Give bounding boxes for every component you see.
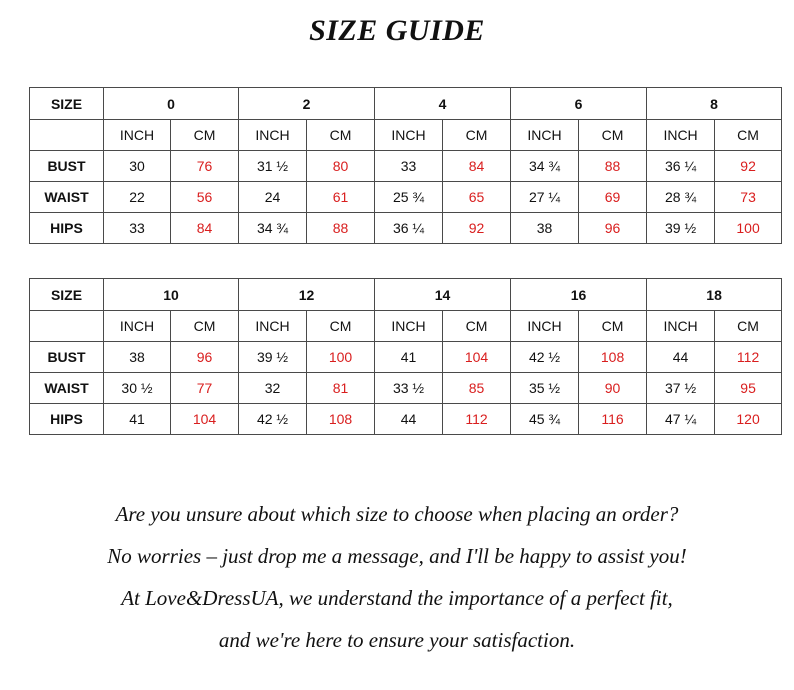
measurement-label: BUST xyxy=(30,151,104,182)
table-row xyxy=(30,404,782,435)
inch-value: 37 ½ xyxy=(647,373,715,404)
message-line: and we're here to ensure your satisfaction. xyxy=(218,628,576,652)
cm-value: 85 xyxy=(443,373,511,404)
size-heading: 8 xyxy=(647,88,782,120)
unit-inch: INCH xyxy=(239,120,307,151)
size-label: SIZE xyxy=(30,279,104,311)
cm-value: 84 xyxy=(171,213,239,244)
size-table xyxy=(29,87,782,244)
cm-value: 56 xyxy=(171,182,239,213)
inch-value: 45 ¾ xyxy=(511,404,579,435)
cm-value: 112 xyxy=(715,342,782,373)
cm-value: 90 xyxy=(579,373,647,404)
cm-value: 96 xyxy=(579,213,647,244)
cm-value: 81 xyxy=(307,373,375,404)
inch-value: 44 xyxy=(647,342,715,373)
unit-row xyxy=(30,311,782,342)
cm-value: 104 xyxy=(171,404,239,435)
cm-value: 92 xyxy=(715,151,782,182)
unit-cm: CM xyxy=(443,311,511,342)
inch-value: 30 xyxy=(104,151,171,182)
inch-value: 30 ½ xyxy=(104,373,171,404)
inch-value: 39 ½ xyxy=(239,342,307,373)
size-header-row xyxy=(30,279,782,311)
cm-value: 95 xyxy=(715,373,782,404)
unit-cm: CM xyxy=(579,311,647,342)
inch-value: 33 xyxy=(375,151,443,182)
unit-inch: INCH xyxy=(511,311,579,342)
unit-cm: CM xyxy=(443,120,511,151)
size-heading: 4 xyxy=(375,88,511,120)
size-table-body xyxy=(30,279,782,435)
measurement-label: BUST xyxy=(30,342,104,373)
unit-cm: CM xyxy=(307,120,375,151)
size-heading: 16 xyxy=(511,279,647,311)
table-row xyxy=(30,151,782,182)
unit-inch: INCH xyxy=(375,311,443,342)
inch-value: 47 ¼ xyxy=(647,404,715,435)
size-heading: 10 xyxy=(104,279,239,311)
table-row xyxy=(30,182,782,213)
size-heading: 6 xyxy=(511,88,647,120)
inch-value: 36 ¼ xyxy=(647,151,715,182)
unit-cm: CM xyxy=(171,120,239,151)
size-label: SIZE xyxy=(30,88,104,120)
inch-value: 41 xyxy=(104,404,171,435)
unit-row-blank xyxy=(30,311,104,342)
page-title: SIZE GUIDE xyxy=(309,14,485,47)
unit-cm: CM xyxy=(715,120,782,151)
unit-inch: INCH xyxy=(375,120,443,151)
inch-value: 34 ¾ xyxy=(239,213,307,244)
unit-cm: CM xyxy=(715,311,782,342)
cm-value: 104 xyxy=(443,342,511,373)
inch-value: 25 ¾ xyxy=(375,182,443,213)
cm-value: 112 xyxy=(443,404,511,435)
inch-value: 39 ½ xyxy=(647,213,715,244)
size-header-row xyxy=(30,88,782,120)
inch-value: 33 xyxy=(104,213,171,244)
measurement-label: WAIST xyxy=(30,373,104,404)
inch-value: 32 xyxy=(239,373,307,404)
cm-value: 77 xyxy=(171,373,239,404)
cm-value: 92 xyxy=(443,213,511,244)
inch-value: 35 ½ xyxy=(511,373,579,404)
size-heading: 14 xyxy=(375,279,511,311)
message-line: At Love&DressUA, we understand the importance of a perfect fit, xyxy=(121,586,673,610)
unit-cm: CM xyxy=(579,120,647,151)
unit-cm: CM xyxy=(307,311,375,342)
table-row xyxy=(30,342,782,373)
unit-inch: INCH xyxy=(647,311,715,342)
unit-inch: INCH xyxy=(104,311,171,342)
cm-value: 80 xyxy=(307,151,375,182)
unit-inch: INCH xyxy=(239,311,307,342)
size-table xyxy=(29,278,782,435)
cm-value: 100 xyxy=(715,213,782,244)
cm-value: 96 xyxy=(171,342,239,373)
inch-value: 42 ½ xyxy=(511,342,579,373)
inch-value: 38 xyxy=(511,213,579,244)
cm-value: 69 xyxy=(579,182,647,213)
measurement-label: HIPS xyxy=(30,404,104,435)
cm-value: 116 xyxy=(579,404,647,435)
unit-cm: CM xyxy=(171,311,239,342)
inch-value: 22 xyxy=(104,182,171,213)
cm-value: 73 xyxy=(715,182,782,213)
inch-value: 34 ¾ xyxy=(511,151,579,182)
size-heading: 2 xyxy=(239,88,375,120)
cm-value: 88 xyxy=(579,151,647,182)
inch-value: 31 ½ xyxy=(239,151,307,182)
cm-value: 120 xyxy=(715,404,782,435)
message-line: No worries – just drop me a message, and I'll be happy to assist you! xyxy=(107,544,687,568)
cm-value: 84 xyxy=(443,151,511,182)
measurement-label: HIPS xyxy=(30,213,104,244)
inch-value: 33 ½ xyxy=(375,373,443,404)
table-row xyxy=(30,373,782,404)
table-row xyxy=(30,213,782,244)
inch-value: 38 xyxy=(104,342,171,373)
cm-value: 65 xyxy=(443,182,511,213)
inch-value: 28 ¾ xyxy=(647,182,715,213)
cm-value: 108 xyxy=(579,342,647,373)
size-heading: 0 xyxy=(104,88,239,120)
inch-value: 42 ½ xyxy=(239,404,307,435)
inch-value: 44 xyxy=(375,404,443,435)
size-heading: 12 xyxy=(239,279,375,311)
unit-row xyxy=(30,120,782,151)
cm-value: 108 xyxy=(307,404,375,435)
unit-inch: INCH xyxy=(104,120,171,151)
cm-value: 88 xyxy=(307,213,375,244)
cm-value: 61 xyxy=(307,182,375,213)
size-table-body xyxy=(30,88,782,244)
message-line: Are you unsure about which size to choose when placing an order? xyxy=(115,502,679,526)
inch-value: 24 xyxy=(239,182,307,213)
unit-inch: INCH xyxy=(511,120,579,151)
unit-row-blank xyxy=(30,120,104,151)
unit-inch: INCH xyxy=(647,120,715,151)
inch-value: 36 ¼ xyxy=(375,213,443,244)
inch-value: 27 ¼ xyxy=(511,182,579,213)
measurement-label: WAIST xyxy=(30,182,104,213)
cm-value: 100 xyxy=(307,342,375,373)
cm-value: 76 xyxy=(171,151,239,182)
size-heading: 18 xyxy=(647,279,782,311)
inch-value: 41 xyxy=(375,342,443,373)
